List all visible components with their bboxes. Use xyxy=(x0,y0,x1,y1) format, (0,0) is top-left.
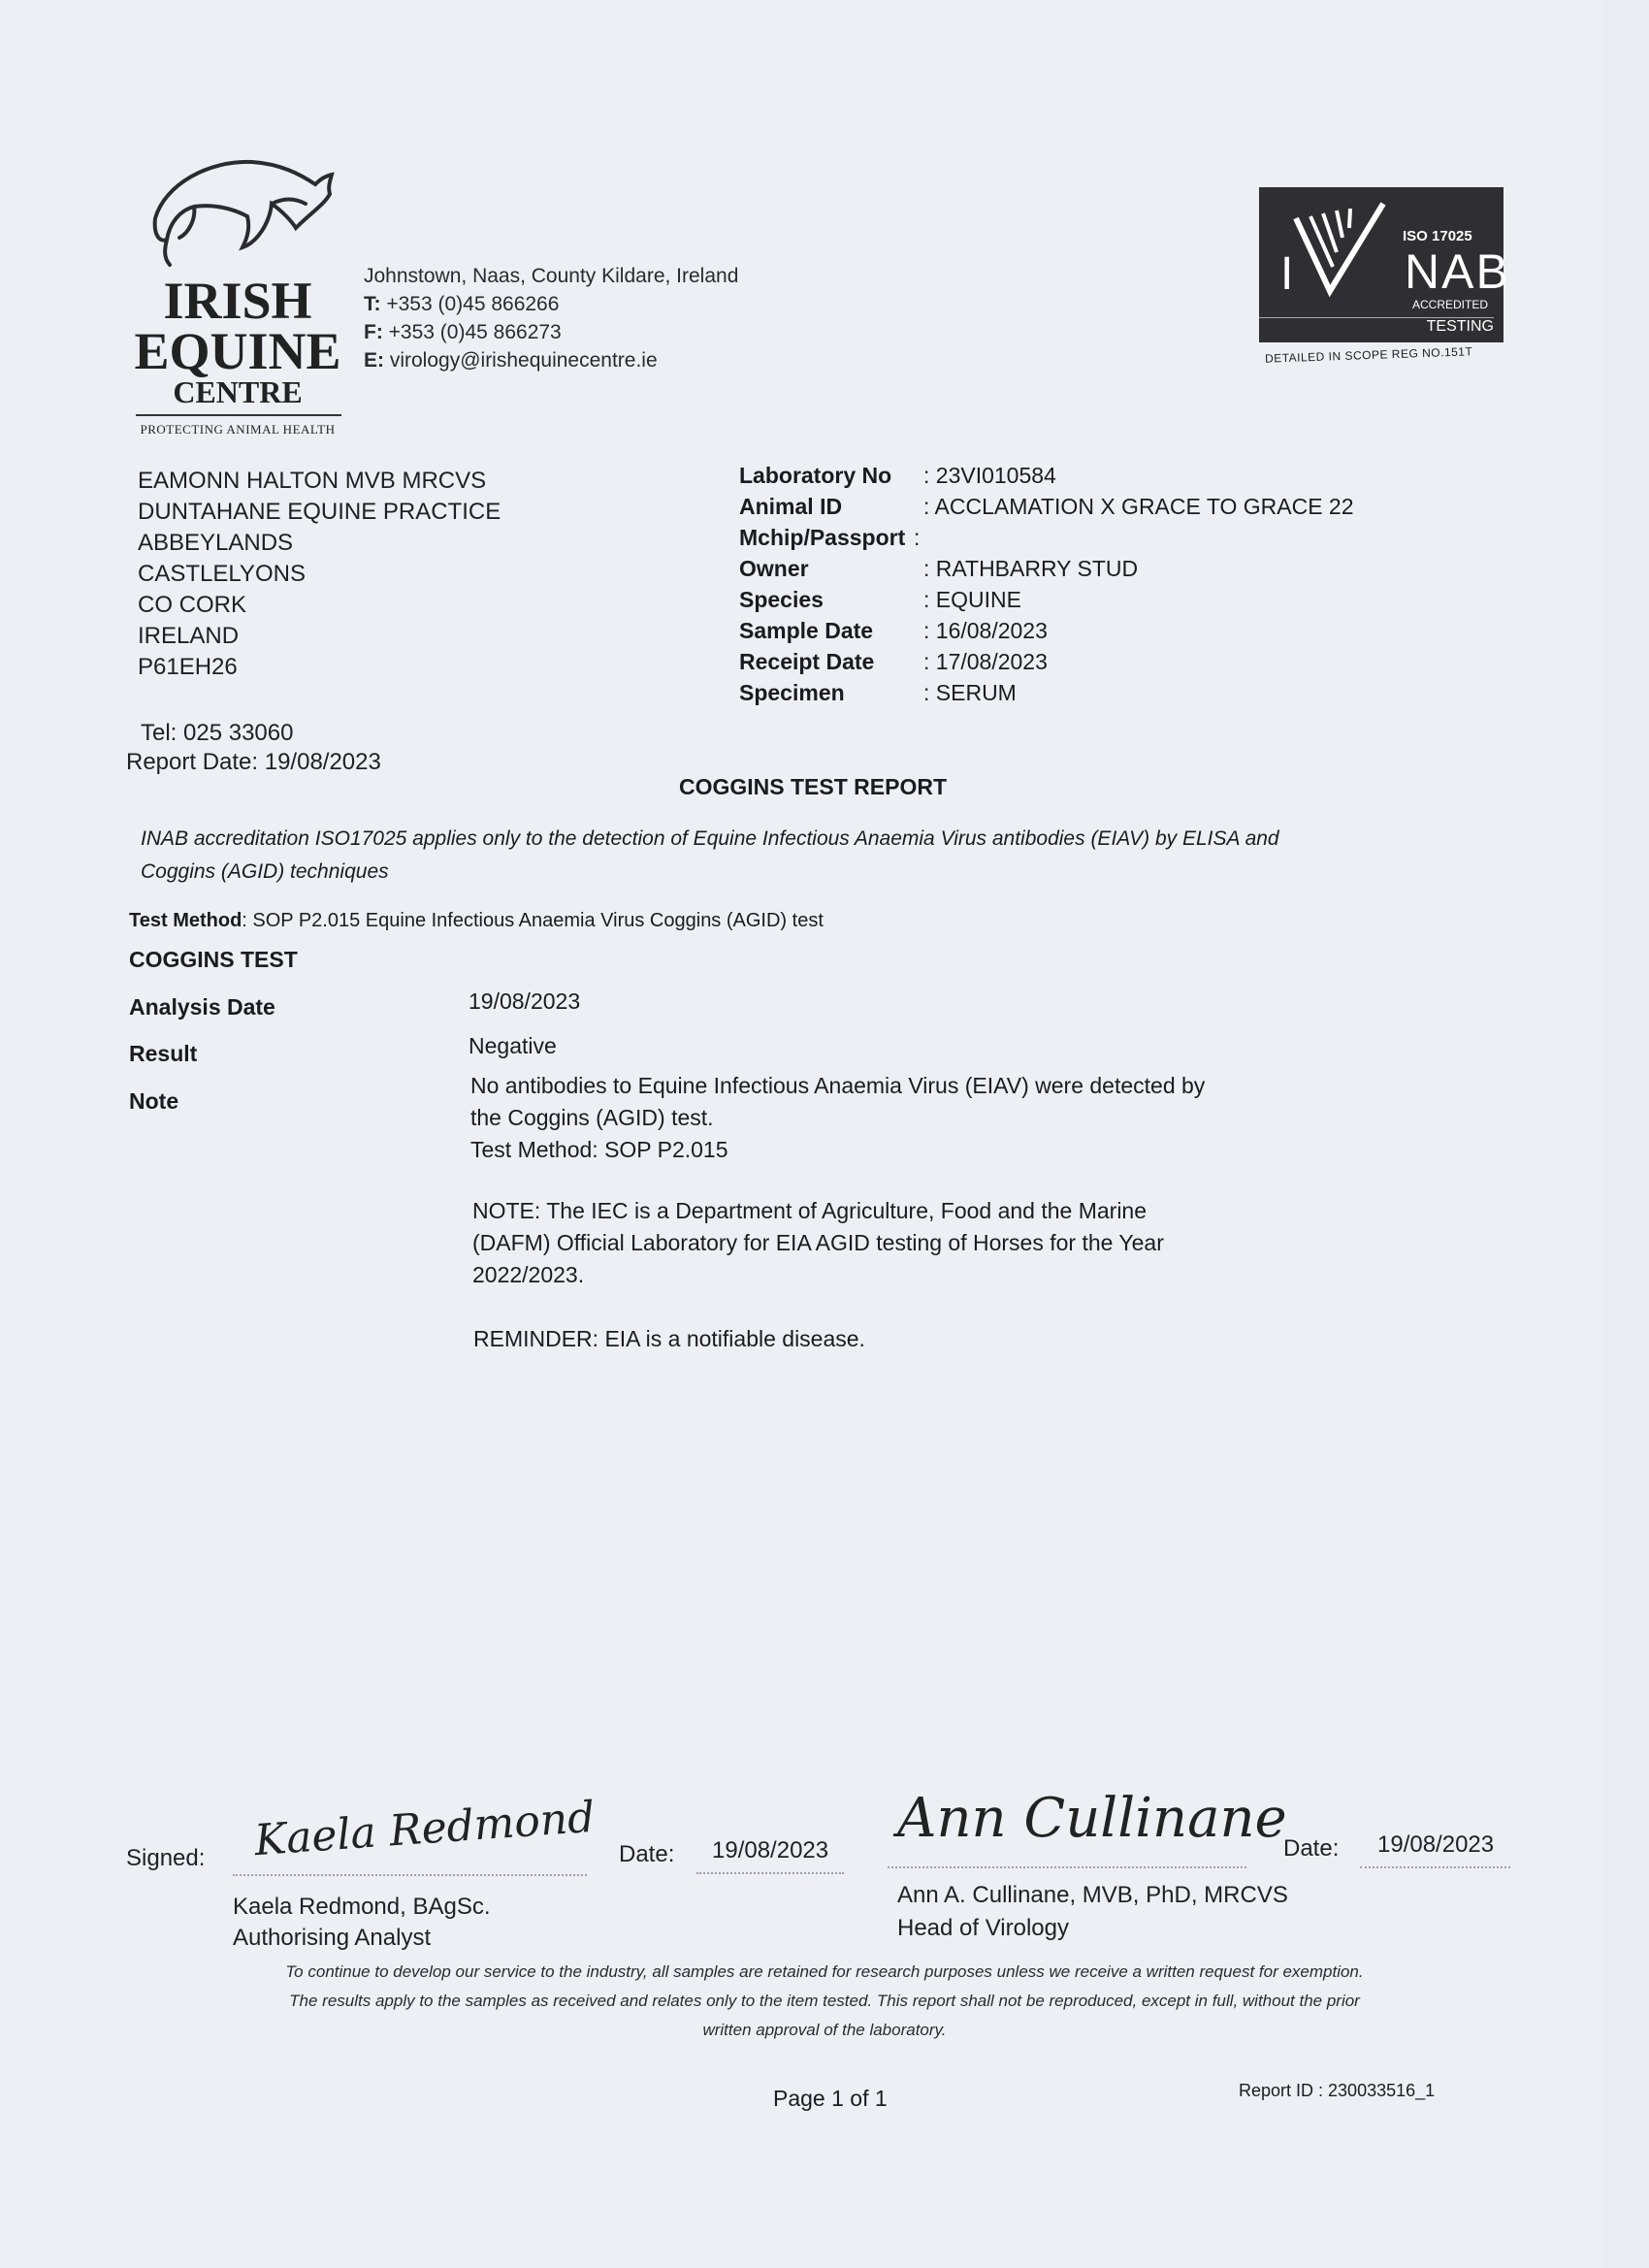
sample-info-table xyxy=(739,460,1354,708)
accreditation-note-line: Coggins (AGID) techniques xyxy=(141,860,389,883)
sample-info-row: Laboratory No : 23VI010584 xyxy=(739,463,1056,488)
signed-label: Signed: xyxy=(126,1845,206,1871)
date-line-1 xyxy=(696,1872,844,1874)
dafm-line: NOTE: The IEC is a Department of Agriculture, Food and the Marine xyxy=(472,1198,1148,1223)
inab-scope-label: DETAILED IN SCOPE REG NO.151T xyxy=(1264,344,1473,366)
date-line-2 xyxy=(1360,1866,1510,1868)
report-id: Report ID : 230033516_1 xyxy=(1239,2081,1436,2100)
note-line: No antibodies to Equine Infectious Anaemia Virus (EIAV) were detected by xyxy=(470,1073,1206,1098)
report-title: COGGINS TEST REPORT xyxy=(679,774,948,799)
note-line: the Coggins (AGID) test. xyxy=(470,1105,714,1130)
contact-phone-row: T: +353 (0)45 866266 xyxy=(364,293,560,315)
date-value-1: 19/08/2023 xyxy=(712,1837,829,1863)
contact-phone: +353 (0)45 866266 xyxy=(386,293,560,315)
inab-letter-i: I xyxy=(1280,248,1294,300)
result-label: Result xyxy=(129,1041,198,1066)
contact-fax: +353 (0)45 866273 xyxy=(388,321,562,343)
logo-line-centre: CENTRE xyxy=(173,374,303,409)
recipient-line: CASTLELYONS xyxy=(138,561,306,587)
page-number: Page 1 of 1 xyxy=(773,2086,888,2111)
footer-disclaimer xyxy=(194,1958,1455,2045)
result-value: Negative xyxy=(469,1033,557,1058)
recipient-line: CO CORK xyxy=(138,592,247,618)
horse-logo-icon xyxy=(136,150,340,281)
contact-fax-row: F: +353 (0)45 866273 xyxy=(364,321,562,343)
sample-info-row: Receipt Date : 17/08/2023 xyxy=(739,649,1048,674)
logo-divider xyxy=(136,414,341,416)
inab-testing-label: TESTING xyxy=(1259,317,1494,336)
section-title: COGGINS TEST xyxy=(129,947,298,972)
sample-info-row: Mchip/Passport : xyxy=(739,525,921,550)
inab-iso-label: ISO 17025 xyxy=(1403,228,1472,244)
inab-accreditation-badge xyxy=(1259,187,1510,381)
signature-line-1 xyxy=(233,1874,587,1876)
signature-cullinane: Ann Cullinane xyxy=(897,1787,1287,1850)
test-method xyxy=(129,910,824,932)
signer-2-title: Head of Virology xyxy=(897,1915,1069,1941)
dafm-line: 2022/2023. xyxy=(472,1262,585,1287)
recipient-address xyxy=(138,466,501,683)
accreditation-note-line: INAB accreditation ISO17025 applies only to the detection of Equine Infectious Anaemia Virus antibodies (EIAV) by ELISA and xyxy=(141,827,1279,850)
signer-1-name: Kaela Redmond, BAgSc. xyxy=(233,1894,491,1920)
test-method-label: Test Method xyxy=(129,910,242,931)
signature-line-2 xyxy=(888,1866,1246,1868)
note-label: Note xyxy=(129,1088,179,1114)
accreditation-note xyxy=(141,823,1279,889)
contact-address: Johnstown, Naas, County Kildare, Ireland xyxy=(364,265,739,287)
note-line: Test Method: SOP P2.015 xyxy=(470,1137,728,1162)
sample-info-row: Sample Date : 16/08/2023 xyxy=(739,618,1048,643)
recipient-line: IRELAND xyxy=(138,623,240,649)
inab-badge-box xyxy=(1259,187,1510,342)
inab-check-icon xyxy=(1277,199,1403,306)
date-label-1: Date: xyxy=(619,1841,675,1867)
dafm-note xyxy=(472,1195,1164,1291)
signer-1-title: Authorising Analyst xyxy=(233,1925,432,1951)
report-date: Report Date: 19/08/2023 xyxy=(126,749,381,775)
contact-block xyxy=(364,262,738,374)
logo-line-irish: IRISH xyxy=(163,272,312,330)
sample-info-row: Owner : RATHBARRY STUD xyxy=(739,556,1139,581)
footer-line: The results apply to the samples as received and relates only to the item tested. This report shall not be reproduced, except in full, without the prior xyxy=(289,1992,1360,2010)
analysis-date-label: Analysis Date xyxy=(129,994,275,1020)
inab-nab-label: NAB xyxy=(1405,244,1510,299)
contact-email: virology@irishequinecentre.ie xyxy=(389,349,658,372)
date-label-2: Date: xyxy=(1283,1835,1340,1862)
signer-2-name: Ann A. Cullinane, MVB, PhD, MRCVS xyxy=(897,1882,1288,1908)
date-value-2: 19/08/2023 xyxy=(1377,1831,1495,1858)
sample-info-row: Species : EQUINE xyxy=(739,587,1021,612)
recipient-line: EAMONN HALTON MVB MRCVS xyxy=(138,468,487,494)
footer-line: To continue to develop our service to the industry, all samples are retained for research purposes unless we receive a written request for exemption. xyxy=(285,1962,1364,1981)
irish-equine-centre-logo xyxy=(126,150,349,446)
logo-line-equine: EQUINE xyxy=(134,322,341,380)
recipient-line: DUNTAHANE EQUINE PRACTICE xyxy=(138,499,501,525)
logo-tagline: PROTECTING ANIMAL HEALTH xyxy=(140,422,336,437)
recipient-line: P61EH26 xyxy=(138,654,238,680)
inab-accredited-label: ACCREDITED xyxy=(1412,298,1489,311)
test-method-value: : SOP P2.015 Equine Infectious Anaemia Virus Coggins (AGID) test xyxy=(242,910,824,931)
recipient-line: ABBEYLANDS xyxy=(138,530,294,556)
reminder-text: REMINDER: EIA is a notifiable disease. xyxy=(473,1326,865,1351)
sample-info-row: Specimen : SERUM xyxy=(739,680,1017,705)
note-text xyxy=(470,1070,1205,1166)
contact-email-row: E: virology@irishequinecentre.ie xyxy=(364,349,658,372)
recipient-tel: Tel: 025 33060 xyxy=(141,720,294,746)
sample-info-row: Animal ID : ACCLAMATION X GRACE TO GRACE 22 xyxy=(739,494,1354,519)
footer-line: written approval of the laboratory. xyxy=(702,2021,947,2039)
analysis-date-value: 19/08/2023 xyxy=(469,988,581,1014)
signature-kaela: Kaela Redmond xyxy=(252,1792,597,1866)
dafm-line: (DAFM) Official Laboratory for EIA AGID testing of Horses for the Year xyxy=(472,1230,1164,1255)
